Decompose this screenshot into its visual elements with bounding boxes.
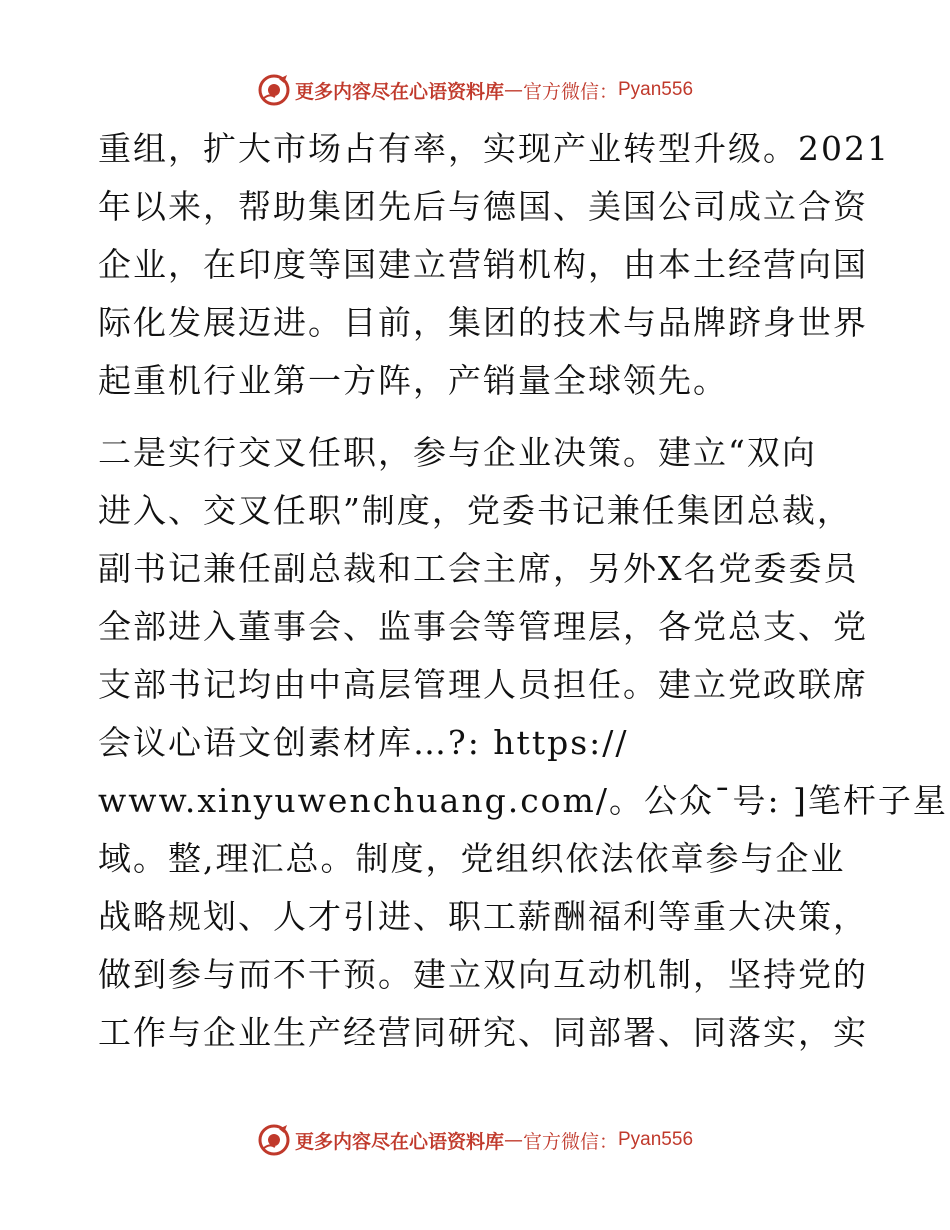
text-line: www.xinyuwenchuang.com/。公众¯号: ]笔杆子星 — [98, 781, 948, 820]
header-watermark — [0, 70, 950, 110]
paragraph-2 — [98, 424, 948, 1062]
watermark-label: 官方微信： — [522, 1130, 618, 1153]
text-line: 做到参与而不干预。建立双向互动机制，坚持党的 — [98, 955, 868, 994]
document-body — [98, 120, 948, 1062]
text-line: 战略规划、人才引进、职工薪酬福利等重大决策， — [98, 897, 868, 936]
watermark-label: 官方微信： — [522, 80, 618, 103]
text-line: 支部书记均由中高层管理人员担任。建立党政联席 — [98, 665, 868, 704]
text-line: 域。整,理汇总。制度，党组织依法依章参与企业 — [98, 839, 846, 878]
text-line: 企业，在印度等国建立营销机构，由本土经营向国 — [98, 245, 868, 284]
watermark-text: 更多内容尽在心语资料库 — [294, 1130, 504, 1153]
text-line: 工作与企业生产经营同研究、同部署、同落实，实 — [98, 1013, 868, 1052]
footer-watermark — [0, 1120, 950, 1160]
text-line: 会议心语文创素材库…?: https:// — [98, 723, 629, 762]
text-line: 际化发展迈进。目前，集团的技术与品牌跻身世界 — [98, 303, 868, 342]
text-line: 年以来，帮助集团先后与德国、美国公司成立合资 — [98, 187, 868, 226]
watermark-separator: — — [503, 1129, 523, 1151]
text-line: 重组，扩大市场占有率，实现产业转型升级。2021 — [98, 129, 890, 168]
watermark-text: 更多内容尽在心语资料库 — [294, 80, 504, 103]
text-line: 二是实行交叉任职，参与企业决策。建立“双向 — [98, 433, 817, 472]
paragraph-1 — [98, 120, 890, 410]
text-line: 起重机行业第一方阵，产销量全球领先。 — [98, 361, 728, 400]
watermark-separator: — — [503, 79, 523, 101]
watermark-wechat-id: Pyan556 — [618, 79, 694, 100]
text-line: 进入、交叉任职”制度，党委书记兼任集团总裁， — [98, 491, 852, 530]
watermark-logo-icon — [257, 73, 291, 107]
watermark-wechat-id: Pyan556 — [618, 1129, 694, 1150]
watermark-logo-icon — [257, 1123, 291, 1157]
text-line: 全部进入董事会、监事会等管理层，各党总支、党 — [98, 607, 868, 646]
text-line: 副书记兼任副总裁和工会主席，另外X名党委委员 — [98, 549, 859, 588]
